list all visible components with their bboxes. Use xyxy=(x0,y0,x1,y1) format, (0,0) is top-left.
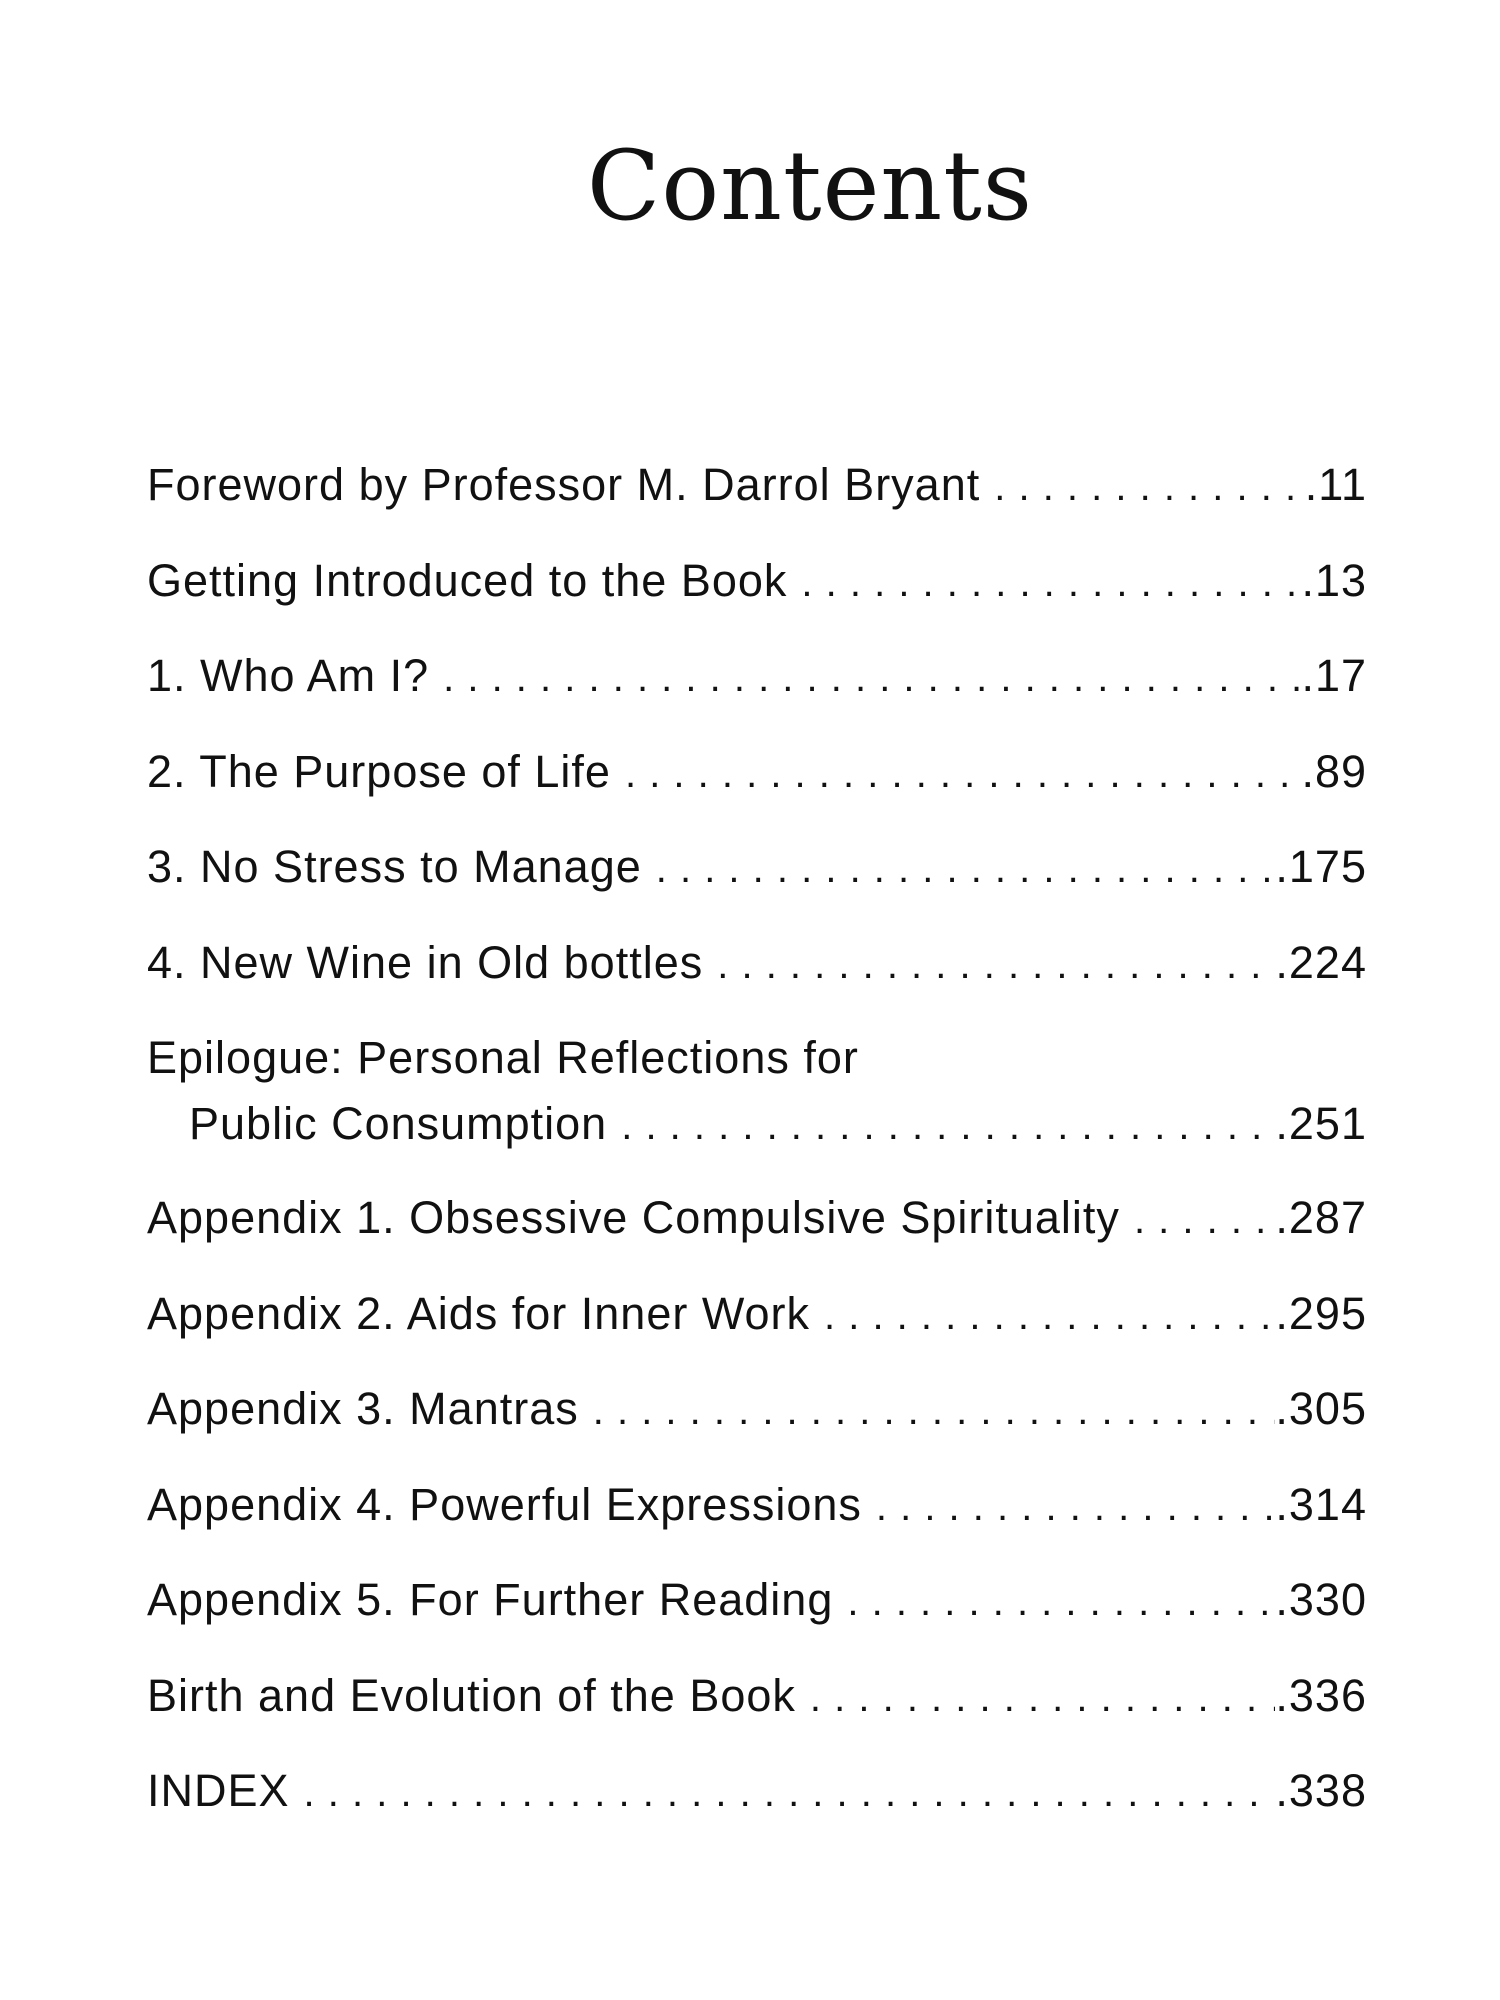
toc-entry-label-line1: Epilogue: Personal Reflections for xyxy=(147,1032,859,1083)
toc-entry-label: Getting Introduced to the Book xyxy=(147,554,788,606)
dot-leader xyxy=(304,1763,1276,1823)
toc-entry-appendix-4[interactable] xyxy=(147,1475,1367,1571)
toc-entry-index[interactable] xyxy=(147,1761,1367,1857)
dot-leader xyxy=(593,1381,1276,1441)
dot-leader xyxy=(994,457,1305,517)
toc-entry-page: .224 xyxy=(1275,936,1367,988)
toc-entry-page: .305 xyxy=(1275,1383,1367,1434)
toc-entry-page: .251 xyxy=(1275,1098,1367,1149)
toc-entry-page: .175 xyxy=(1275,841,1367,892)
toc-entry-label: Appendix 1. Obsessive Compulsive Spirituality xyxy=(147,1192,1120,1243)
dot-leader xyxy=(810,1668,1276,1728)
dot-leader xyxy=(1134,1190,1275,1250)
toc-entry-chapter-4[interactable] xyxy=(147,933,1367,1029)
toc-entry-page: .11 xyxy=(1304,459,1367,510)
dot-leader xyxy=(847,1572,1275,1632)
toc-entry-page: .287 xyxy=(1275,1192,1367,1243)
dot-leader xyxy=(621,1096,1275,1156)
table-of-contents xyxy=(147,455,1367,1857)
toc-entry-label: 1. Who Am I? xyxy=(147,650,430,701)
toc-entry-label: 2. The Purpose of Life xyxy=(147,745,611,797)
toc-entry-label: INDEX xyxy=(147,1765,290,1816)
toc-entry-label: Foreword by Professor M. Darrol Bryant xyxy=(147,459,981,510)
toc-entry-foreword[interactable] xyxy=(147,455,1367,551)
toc-entry-page: .13 xyxy=(1301,554,1367,606)
dot-leader xyxy=(824,1286,1275,1346)
toc-entry-appendix-5[interactable] xyxy=(147,1570,1367,1666)
toc-entry-label: Birth and Evolution of the Book xyxy=(147,1669,796,1721)
toc-entry-chapter-2[interactable] xyxy=(147,742,1367,838)
toc-entry-chapter-3[interactable] xyxy=(147,837,1367,933)
toc-entry-label: Appendix 5. For Further Reading xyxy=(147,1574,834,1625)
dot-leader xyxy=(625,744,1301,804)
dot-leader xyxy=(717,935,1275,995)
toc-entry-label: 4. New Wine in Old bottles xyxy=(147,936,704,988)
toc-entry-label: 3. No Stress to Manage xyxy=(147,841,642,892)
toc-entry-epilogue[interactable] xyxy=(147,1028,1367,1188)
toc-entry-introduction[interactable] xyxy=(147,551,1367,647)
dot-leader xyxy=(656,839,1276,899)
toc-entry-label: Appendix 3. Mantras xyxy=(147,1383,579,1434)
page-title: Contents xyxy=(586,130,1034,242)
toc-entry-label: Appendix 2. Aids for Inner Work xyxy=(147,1287,810,1339)
toc-entry-page: .330 xyxy=(1275,1574,1367,1625)
toc-entry-appendix-2[interactable] xyxy=(147,1284,1367,1380)
toc-entry-label-line2: Public Consumption xyxy=(189,1098,608,1149)
dot-leader xyxy=(801,553,1301,613)
toc-entry-appendix-3[interactable] xyxy=(147,1379,1367,1475)
toc-entry-page: .17 xyxy=(1301,650,1367,701)
dot-leader xyxy=(876,1477,1276,1537)
toc-entry-page: .89 xyxy=(1301,745,1367,797)
toc-entry-label: Appendix 4. Powerful Expressions xyxy=(147,1478,862,1530)
toc-entry-page: .338 xyxy=(1275,1765,1367,1816)
dot-leader xyxy=(443,648,1301,708)
toc-entry-page: .295 xyxy=(1275,1287,1367,1339)
toc-entry-birth-evolution[interactable] xyxy=(147,1666,1367,1762)
toc-entry-chapter-1[interactable] xyxy=(147,646,1367,742)
toc-entry-page: .314 xyxy=(1275,1478,1367,1530)
toc-entry-page: .336 xyxy=(1275,1669,1367,1721)
toc-entry-appendix-1[interactable] xyxy=(147,1188,1367,1284)
